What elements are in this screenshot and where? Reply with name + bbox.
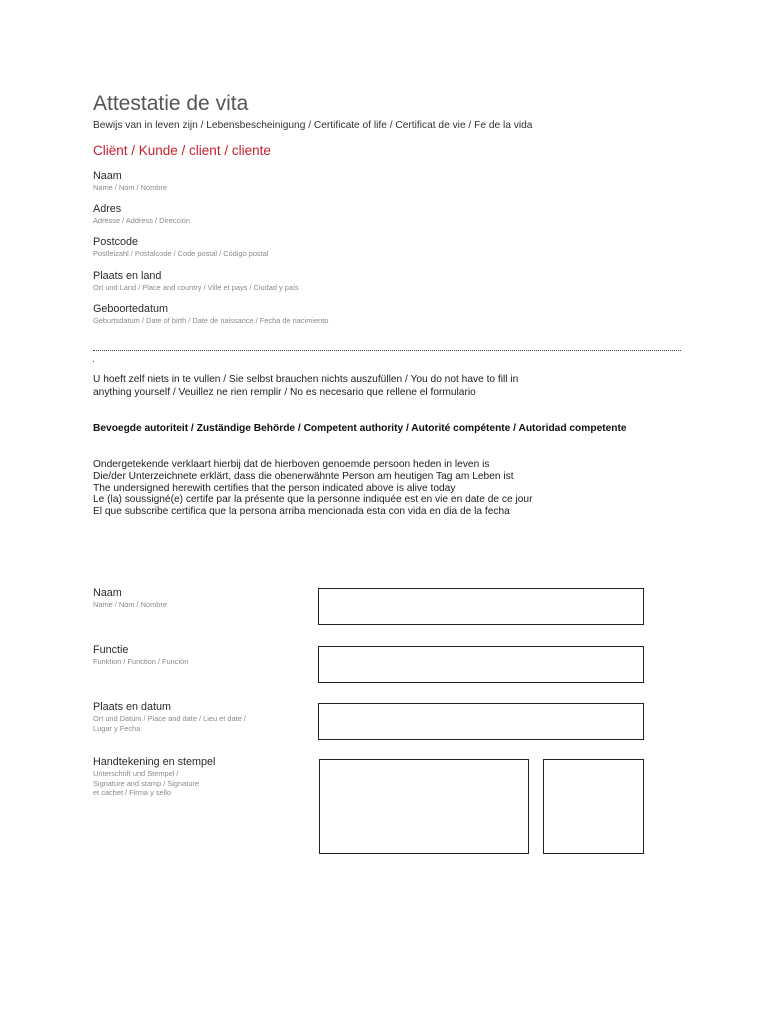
signature-field-label bbox=[93, 644, 188, 667]
caption-line: Lugar y Fecha bbox=[93, 723, 141, 733]
certification-line: Ondergetekende verklaart hierbij dat de hierboven genoemde persoon heden in leven is bbox=[93, 459, 490, 470]
field-caption: Postleizahl / Postalcode / Code postal / Código postal bbox=[93, 249, 269, 258]
notice-line: U hoeft zelf niets in te vullen / Sie selbst brauchen nichts auszufüllen / You do not have to fill in bbox=[93, 374, 519, 385]
caption-line: Signature and stamp / Signature bbox=[93, 778, 199, 788]
caption-line: et cachet / Firma y sello bbox=[93, 788, 172, 798]
client-field bbox=[93, 303, 328, 326]
client-field bbox=[93, 170, 167, 193]
caption-line: Ort und Datum / Place and date / Lieu et date / bbox=[93, 714, 246, 723]
field-label: Adres bbox=[93, 203, 122, 215]
caption-line: Funktion / Function / Función bbox=[93, 657, 189, 666]
divider-dot: . bbox=[92, 354, 95, 365]
client-field bbox=[93, 270, 299, 293]
field-label: Postcode bbox=[93, 236, 139, 248]
field-caption: Adresse / Address / Dirección bbox=[93, 216, 190, 225]
certification-line: El que subscribe certifica que la persona arriba mencionada esta con vida en dia de la fecha bbox=[93, 506, 510, 518]
certification-line: Die/der Unterzeichnete erklärt, dass die obenerwähnte Person am heutigen Tag am Leben ist bbox=[93, 470, 514, 482]
signature-box[interactable] bbox=[319, 759, 529, 854]
certification-line: Le (la) soussigné(e) certife par la présente que la personne indiquée est en vie en date de ce jour bbox=[93, 494, 533, 506]
field-label: Handtekening en stempel bbox=[93, 756, 216, 768]
name-box[interactable] bbox=[318, 588, 644, 625]
field-caption: Geburtsdatum / Date of birth / Date de naissance / Fecha de nacimiento bbox=[93, 316, 329, 325]
field-caption: Ort und Land / Place and country / Ville et pays / Ciudad y país bbox=[93, 283, 299, 292]
place-date-box[interactable] bbox=[318, 703, 644, 740]
dotted-divider bbox=[93, 350, 681, 351]
client-section-heading: Cliënt / Kunde / client / cliente bbox=[93, 143, 271, 158]
caption-line: Name / Nom / Nombre bbox=[93, 600, 167, 609]
field-label: Geboortedatum bbox=[93, 303, 169, 315]
field-label: Plaats en land bbox=[93, 270, 162, 282]
signature-field-label bbox=[93, 701, 246, 733]
field-label: Naam bbox=[93, 170, 122, 182]
field-caption: Name / Nom / Nombre bbox=[93, 183, 167, 192]
client-field bbox=[93, 236, 268, 259]
field-label: Plaats en datum bbox=[93, 701, 172, 713]
certification-text bbox=[93, 459, 532, 518]
field-caption bbox=[93, 714, 246, 733]
document-title: Attestatie de vita bbox=[93, 92, 249, 115]
field-label: Functie bbox=[93, 644, 129, 656]
client-field bbox=[93, 203, 190, 226]
authority-heading: Bevoegde autoriteit / Zuständige Behörde / Competent authority / Autorité compétente / Autoridad competente bbox=[93, 423, 627, 434]
notice-text bbox=[93, 374, 518, 399]
field-caption bbox=[93, 657, 188, 667]
caption-line: Unterschrift und Stempel / bbox=[93, 769, 179, 778]
field-caption bbox=[93, 769, 215, 798]
stamp-box[interactable] bbox=[543, 759, 644, 854]
signature-field-label bbox=[93, 756, 215, 798]
certification-line: The undersigned herewith certifies that the person indicated above is alive today bbox=[93, 482, 456, 494]
signature-field-label bbox=[93, 587, 167, 610]
field-label: Naam bbox=[93, 587, 122, 599]
function-box[interactable] bbox=[318, 646, 644, 683]
field-caption bbox=[93, 600, 167, 610]
document-subtitle: Bewijs van in leven zijn / Lebensbescheinigung / Certificate of life / Certificat de vie / Fe de la vida bbox=[93, 120, 533, 131]
notice-line: anything yourself / Veuillez ne rien remplir / No es necesario que rellene el formulario bbox=[93, 386, 476, 398]
